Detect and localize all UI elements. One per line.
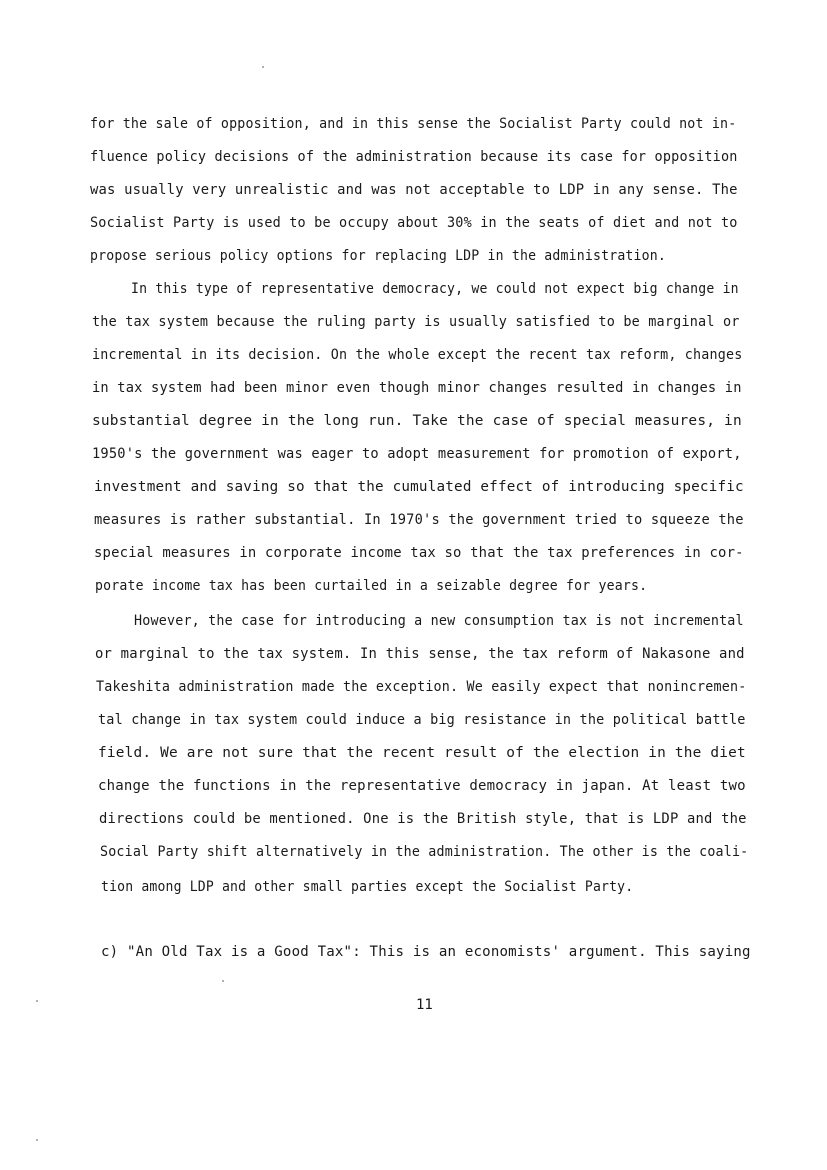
text-line: fluence policy decisions of the administration because its case for opposition <box>90 149 738 165</box>
text-line: the tax system because the ruling party is usually satisfied to be marginal or <box>92 314 740 330</box>
scan-speck <box>262 66 264 68</box>
text-line: incremental in its decision. On the whole except the recent tax reform, changes <box>92 347 743 363</box>
scan-speck <box>36 1139 38 1141</box>
page-number: 11 <box>416 997 433 1013</box>
text-line: In this type of representative democracy, we could not expect big change in <box>131 281 739 297</box>
text-line: for the sale of opposition, and in this sense the Socialist Party could not in- <box>90 116 737 132</box>
text-line: special measures in corporate income tax so that the tax preferences in cor- <box>94 545 744 561</box>
text-line: Social Party shift alternatively in the administration. The other is the coali- <box>100 844 749 860</box>
text-line: directions could be mentioned. One is the British style, that is LDP and the <box>99 811 747 827</box>
text-line: or marginal to the tax system. In this sense, the tax reform of Nakasone and <box>95 646 745 662</box>
text-line: measures is rather substantial. In 1970's the government tried to squeeze the <box>94 512 744 528</box>
text-line: was usually very unrealistic and was not acceptable to LDP in any sense. The <box>90 182 738 198</box>
text-line: tal change in tax system could induce a big resistance in the political battle <box>98 712 746 728</box>
text-line: 1950's the government was eager to adopt measurement for promotion of export, <box>92 446 742 462</box>
text-line: investment and saving so that the cumulated effect of introducing specific <box>94 479 744 495</box>
text-line: propose serious policy options for replacing LDP in the administration. <box>90 248 667 264</box>
text-line: substantial degree in the long run. Take the case of special measures, in <box>92 413 742 429</box>
text-line: However, the case for introducing a new consumption tax is not incremental <box>134 613 744 629</box>
text-line: porate income tax has been curtailed in a seizable degree for years. <box>95 578 648 594</box>
text-line: in tax system had been minor even though minor changes resulted in changes in <box>92 380 742 396</box>
text-line: field. We are not sure that the recent result of the election in the diet <box>98 745 746 761</box>
text-line: Takeshita administration made the exception. We easily expect that nonincremen- <box>96 679 747 695</box>
scan-speck <box>222 980 224 982</box>
section-heading-line: c) "An Old Tax is a Good Tax": This is an economists' argument. This saying <box>101 944 751 960</box>
text-line: tion among LDP and other small parties except the Socialist Party. <box>101 879 634 895</box>
scan-speck <box>36 1000 38 1002</box>
text-line: Socialist Party is used to be occupy about 30% in the seats of diet and not to <box>90 215 738 231</box>
text-line: change the functions in the representative democracy in japan. At least two <box>98 778 746 794</box>
